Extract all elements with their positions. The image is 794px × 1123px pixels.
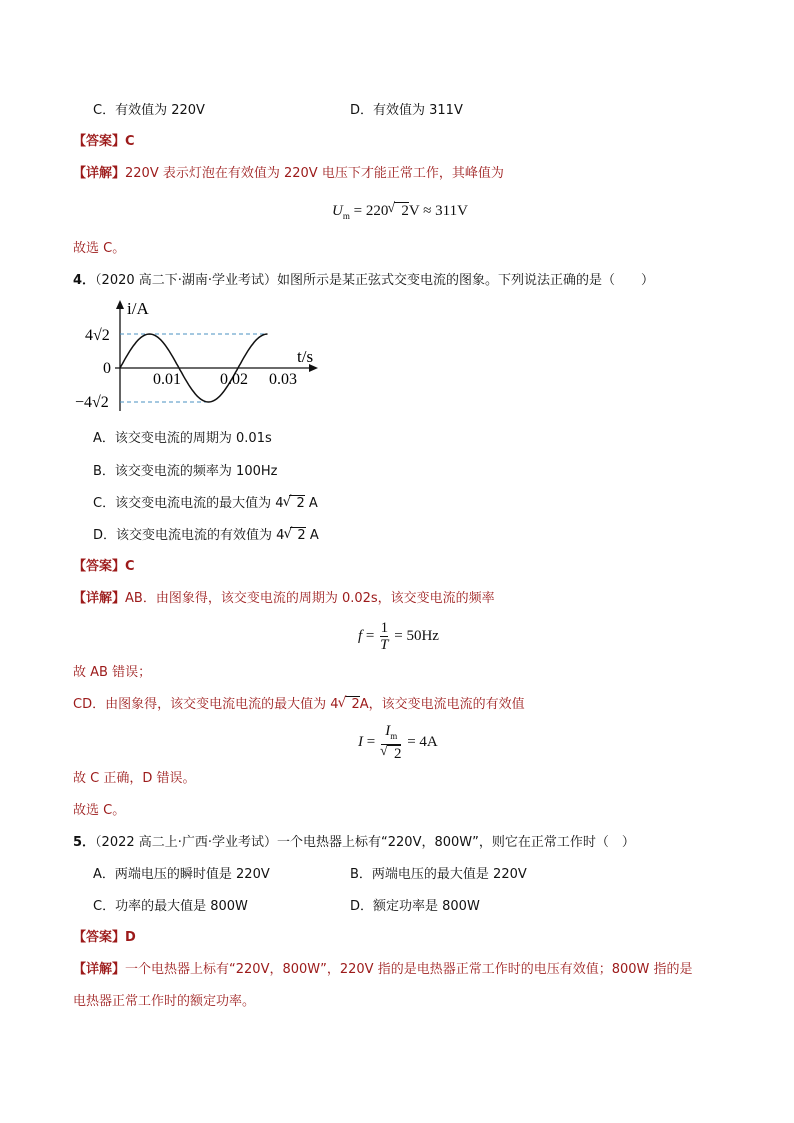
q3-answer [73,133,135,151]
q3-conclusion: 故选 C。 [73,241,126,256]
q3-option-d: D．有效值为 311V [350,103,463,118]
formula2-lhs: I [358,733,363,750]
answer-value: C [125,559,135,574]
q4-option-d [93,527,319,545]
answer-label: 【答案】 [73,930,126,945]
formula-eq: = 220 [349,203,389,219]
q4-option-c [93,495,318,513]
q5-option-c: C．功率的最大值是 800W [93,899,248,914]
detail-cd-sqrt: √ 2 [345,696,360,713]
detail-cd-text-1: CD．由图象得，该交变电流电流的最大值为 4 [73,697,339,712]
formula1-lhs: f [358,627,363,644]
formula-rest: V ≈ 311V [408,203,468,219]
q3-detail [73,165,504,183]
formula1-den: T [380,637,389,653]
q4-conclusion: 故选 C。 [73,803,126,818]
answer-label: 【答案】 [73,559,126,574]
formula1-rest: = 50Hz [390,627,439,644]
detail-cd-text-2: A，该交变电流电流的有效值 [359,697,525,712]
sine-wave-chart [75,295,325,413]
detail-ab-text: AB．由图象得，该交变电流的周期为 0.02s，该交变电流的频率 [125,591,495,606]
question-number: 5． [73,835,96,850]
q4-ab-wrong: 故 AB 错误； [73,665,152,680]
formula1-eq: = [362,627,379,644]
formula-lhs: U [332,203,343,219]
formula1-num: 1 [380,620,389,636]
q5-stem [73,834,635,852]
question-stem: 如图所示是某正弦式交变电流的图象。下列说法正确的是（ ） [277,273,655,288]
option-c-unit: A [304,496,318,511]
q5-option-b: B．两端电压的最大值是 220V [350,867,527,882]
q3-option-c: C．有效值为 220V [93,103,205,118]
q5-answer [73,929,136,947]
question-number: 4． [73,273,96,288]
q5-option-d: D．额定功率是 800W [350,899,480,914]
formula-sqrt: √ 2 [394,202,409,219]
q4-stem [73,272,654,290]
question-stem: 一个电热器上标有“220V，800W”，则它在正常工作时（ ） [277,835,635,850]
q4-option-a: A．该交变电流的周期为 0.01s [93,431,272,446]
x-tick-0-02: 0.02 [220,371,248,388]
answer-value: D [125,930,136,945]
formula2-numerator [381,723,402,744]
formula-sub: m [342,211,350,221]
q5-detail-line1 [73,961,693,979]
formula2-den-sqrt: √ 2 [387,745,402,762]
x-tick-0-01: 0.01 [153,371,181,388]
y-tick-min: −4√2 [75,394,109,411]
q4-answer [73,558,135,576]
option-c-text: C．该交变电流电流的最大值为 4 [93,496,284,511]
detail-text: 一个电热器上标有“220V，800W”，220V 指的是电热器正常工作时的电压有效值；800W 指的是 [125,962,693,977]
q5-option-a: A．两端电压的瞬时值是 220V [93,867,270,882]
option-d-sqrt: √ 2 [290,527,305,544]
q5-detail-line2: 电热器正常工作时的额定功率。 [73,994,256,1009]
formula2-num-sub: m [390,731,398,741]
question-source: （2022 高二上·广西·学业考试） [95,835,278,850]
q4-formula-effective [358,723,438,762]
question-source: （2020 高二下·湖南·学业考试） [95,273,278,288]
answer-value: C [125,134,135,149]
y-tick-max: 4√2 [85,327,110,344]
y-axis-label: i/A [127,299,149,318]
formula2-eq: = [363,733,379,750]
q3-formula [332,202,468,225]
q4-option-b: B．该交变电流的频率为 100Hz [93,464,278,479]
q4-detail-cd [73,696,525,714]
q4-formula-frequency [358,620,439,653]
y-axis-arrow [116,300,124,309]
detail-label: 【详解】 [73,591,126,606]
option-d-unit: A [305,528,319,543]
detail-label: 【详解】 [73,166,126,181]
y-tick-zero: 0 [103,360,111,377]
detail-label: 【详解】 [73,962,126,977]
option-d-text: D．该交变电流电流的有效值为 4 [93,528,285,543]
q4-cd-conclusion: 故 C 正确，D 错误。 [73,771,196,786]
x-tick-0-03: 0.03 [269,371,297,388]
q4-detail-ab [73,590,495,608]
detail-text: 220V 表示灯泡在有效值为 220V 电压下才能正常工作，其峰值为 [125,166,504,181]
formula2-denominator [381,744,402,762]
formula2-num: I [385,723,391,739]
answer-label: 【答案】 [73,134,126,149]
formula1-fraction [380,620,388,653]
formula2-rest: = 4A [403,733,438,750]
formula2-fraction [381,723,402,762]
x-axis-label: t/s [297,347,314,366]
option-c-sqrt: √ 2 [289,495,304,512]
